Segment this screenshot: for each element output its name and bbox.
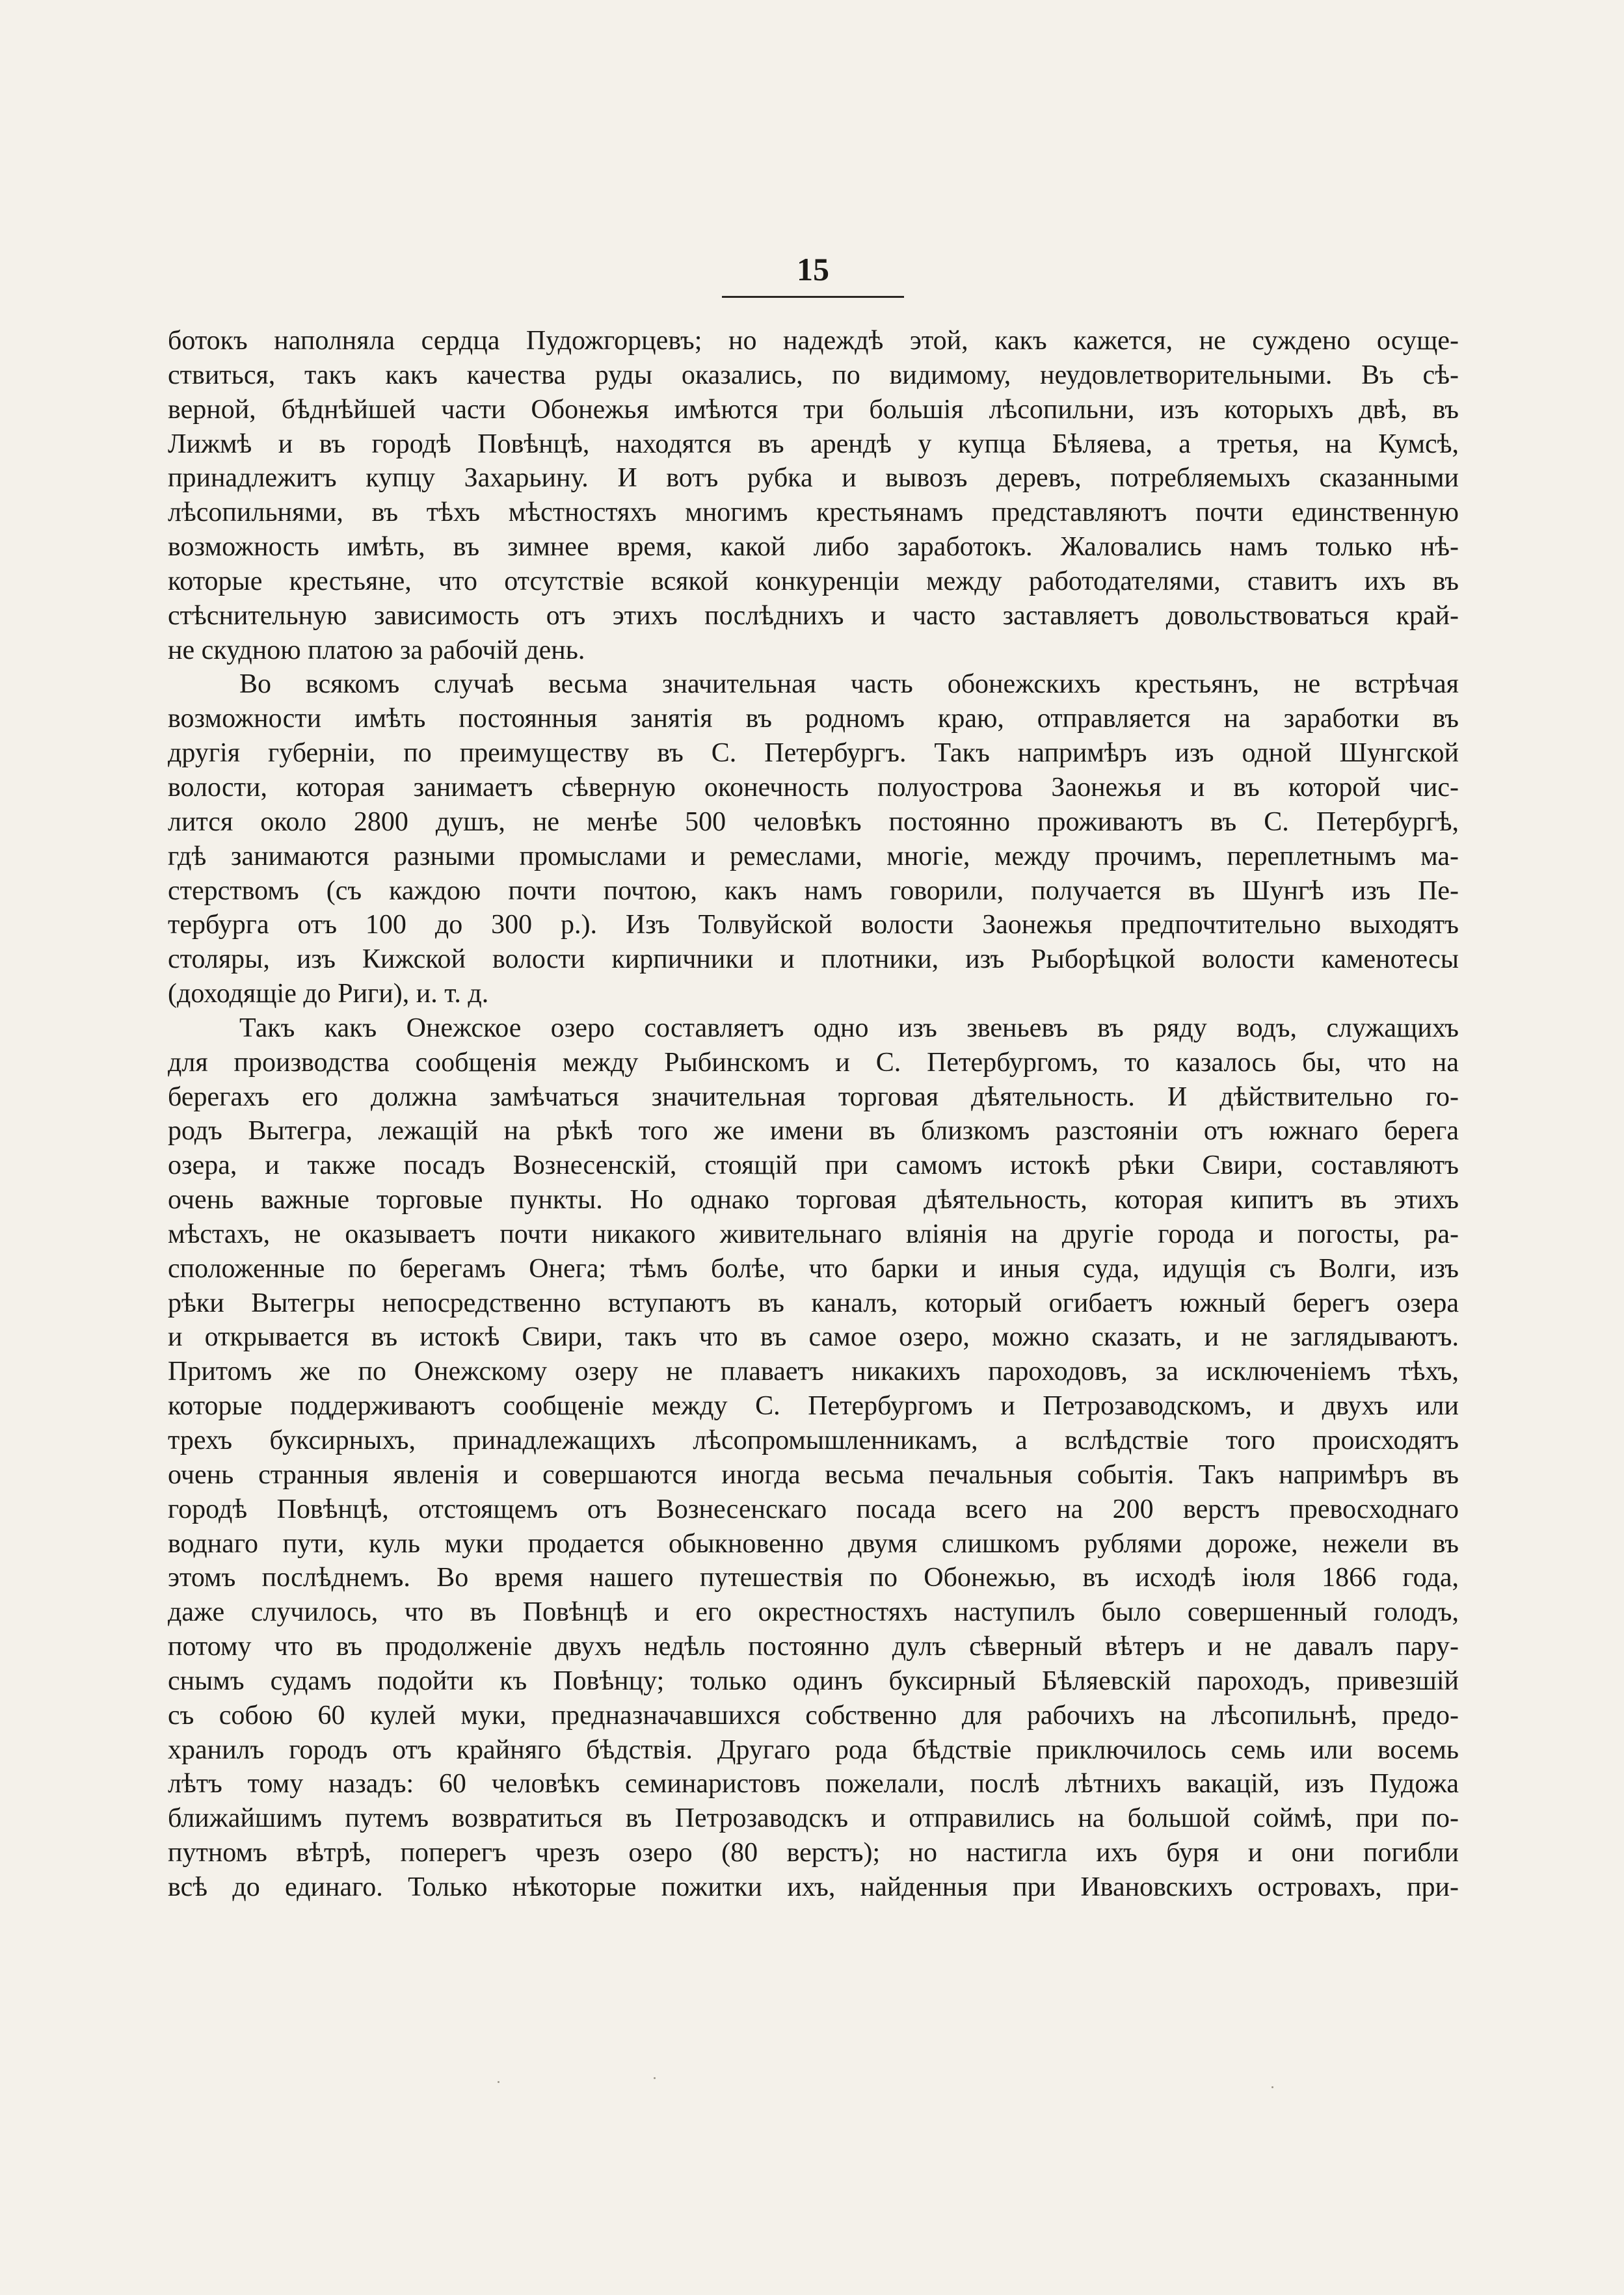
text-line: другія губерніи, по преимуществу въ С. Петербургъ. Такъ напримѣръ изъ одной Шунгской	[168, 738, 1459, 769]
text-line: ближайшимъ путемъ возвратиться въ Петрозаводскъ и отправились на большой соймѣ, при по-	[168, 1803, 1459, 1834]
text-line: Притомъ же по Онежскому озеру не плаваетъ никакихъ пароходовъ, за исключеніемъ тѣхъ,	[168, 1357, 1459, 1387]
text-line: озера, и также посадъ Вознесенскій, стоящій при самомъ истокѣ рѣки Свири, составляютъ	[168, 1150, 1459, 1181]
text-line: берегахъ его должна замѣчаться значительная торговая дѣятельность. И дѣйствительно го-	[168, 1081, 1459, 1112]
text-line: которые поддерживаютъ сообщеніе между С. Петербургомъ и Петрозаводскомъ, и двухъ или	[168, 1391, 1459, 1422]
text-line: всѣ до единаго. Только нѣкоторые пожитки ихъ, найденныя при Ивановскихъ островахъ, при-	[168, 1872, 1459, 1902]
text-line: верной, бѣднѣйшей части Обонежья имѣются три большія лѣсопильни, изъ которыхъ двѣ, въ	[168, 394, 1459, 425]
body-text	[168, 324, 1459, 1905]
text-line: (доходящіе до Риги), и. т. д.	[168, 979, 489, 1009]
paper-specks	[498, 2075, 1278, 2094]
text-line: и открывается въ истокѣ Свири, такъ что въ самое озеро, можно сказать, и не заглядываютъ.	[168, 1322, 1459, 1353]
text-line: снымъ судамъ подойти къ Повѣнцу; только одинъ буксирный Бѣляевскій пароходъ, привезшій	[168, 1665, 1459, 1696]
text-line: волости, которая занимаетъ сѣверную оконечность полуострова Заонежья и въ которой чис-	[168, 772, 1459, 803]
text-line: лѣтъ тому назадъ: 60 человѣкъ семинаристовъ пожелали, послѣ лѣтнихъ вакацій, изъ Пудожа	[168, 1769, 1459, 1799]
text-line: очень важные торговые пункты. Но однако торговая дѣятельность, которая кипитъ въ этихъ	[168, 1185, 1459, 1215]
text-line: ствиться, такъ какъ качества руды оказались, по видимому, неудовлетворительными. Въ сѣ-	[168, 360, 1459, 390]
text-line: лится около 2800 душъ, не менѣе 500 человѣкъ постоянно проживаютъ въ С. Петербургѣ,	[168, 806, 1459, 837]
text-line: стерствомъ (съ каждою почти почтою, какъ намъ говорили, получается въ Шунгѣ изъ Пе-	[168, 875, 1459, 906]
text-line: ботокъ наполняла сердца Пудожгорцевъ; но надеждѣ этой, какъ кажется, не суждено осуще-	[168, 326, 1459, 356]
text-line: для производства сообщенія между Рыбинскомъ и С. Петербургомъ, то казалось бы, что на	[168, 1047, 1459, 1078]
text-line: очень странныя явленія и совершаются иногда весьма печальныя событія. Такъ напримѣръ въ	[168, 1459, 1459, 1490]
text-line: рѣки Вытегры непосредственно вступаютъ въ каналъ, который огибаетъ южный берегъ озера	[168, 1288, 1459, 1318]
text-line: сположенные по берегамъ Онега; тѣмъ болѣе, что барки и иныя суда, идущія съ Волги, изъ	[168, 1253, 1459, 1284]
text-line: этомъ послѣднемъ. Во время нашего путешествія по Обонежью, въ исходѣ іюля 1866 года,	[168, 1563, 1459, 1593]
text-line: которые крестьяне, что отсутствіе всякой конкуренціи между работодателями, ставитъ ихъ въ	[168, 566, 1459, 596]
page-number-rule	[722, 296, 904, 298]
text-line: трехъ буксирныхъ, принадлежащихъ лѣсопромышленникамъ, а вслѣдствіе того происходятъ	[168, 1426, 1459, 1455]
text-line: тербурга отъ 100 до 300 р.). Изъ Толвуйской волости Заонежья предпочтительно выходятъ	[168, 910, 1459, 940]
text-line: Лижмѣ и въ городѣ Повѣнцѣ, находятся въ арендѣ у купца Бѣляева, а третья, на Кумсѣ,	[168, 429, 1459, 459]
text-line: лѣсопильнями, въ тѣхъ мѣстностяхъ многимъ крестьянамъ представляютъ почти единственную	[168, 497, 1459, 528]
text-line: мѣстахъ, не оказываетъ почти никакого живительнаго вліянія на другіе города и погосты, ра-	[168, 1219, 1459, 1249]
text-line: возможность имѣть, въ зимнее время, какой либо заработокъ. Жаловались намъ только нѣ-	[168, 532, 1459, 563]
text-line: родъ Вытегра, лежащій на рѣкѣ того же имени въ близкомъ разстояніи отъ южнаго берега	[168, 1116, 1459, 1147]
text-line: съ собою 60 кулей муки, предназначавшихся собственно для рабочихъ на лѣсопильнѣ, предо-	[168, 1700, 1459, 1731]
text-line: хранилъ городъ отъ крайняго бѣдствія. Другаго рода бѣдствіе приключилось семь или восемь	[168, 1734, 1459, 1765]
text-line: возможности имѣть постоянныя занятія въ родномъ краю, отправляется на заработки въ	[168, 704, 1459, 734]
text-line: столяры, изъ Кижской волости кирпичники и плотники, изъ Рыборѣцкой волости каменотесы	[168, 944, 1459, 975]
page-number: 15	[797, 251, 829, 287]
text-line: потому что въ продолженіе двухъ недѣль постоянно дулъ сѣверный вѣтеръ и не давалъ пару-	[168, 1632, 1459, 1662]
text-line: городѣ Повѣнцѣ, отстоящемъ отъ Вознесенскаго посада всего на 200 верстъ превосходнаго	[168, 1494, 1459, 1524]
text-line: принадлежитъ купцу Захарьину. И вотъ рубка и вывозъ деревъ, потребляемыхъ сказанными	[168, 463, 1459, 494]
text-line: даже случилось, что въ Повѣнцѣ и его окрестностяхъ наступилъ было совершенный голодъ,	[168, 1597, 1459, 1628]
text-line: стѣснительную зависимость отъ этихъ послѣднихъ и часто заставляетъ довольствоваться край-	[168, 600, 1459, 631]
text-line: гдѣ занимаются разными промыслами и ремеслами, многіе, между прочимъ, переплетнымъ ма-	[168, 841, 1459, 871]
text-line: не скудною платою за рабочій день.	[168, 635, 585, 665]
paragraph-first-line: Во всякомъ случаѣ весьма значительная часть обонежскихъ крестьянъ, не встрѣчая	[239, 669, 1459, 700]
paragraph-first-line: Такъ какъ Онежское озеро составляетъ одно изъ звеньевъ въ ряду водъ, служащихъ	[239, 1013, 1459, 1043]
text-line: воднаго пути, куль муки продается обыкновенно двумя слишкомъ рублями дороже, нежели въ	[168, 1528, 1459, 1559]
text-line: путномъ вѣтрѣ, поперегъ чрезъ озеро (80 верстъ); но настигла ихъ буря и они погибли	[168, 1838, 1459, 1868]
